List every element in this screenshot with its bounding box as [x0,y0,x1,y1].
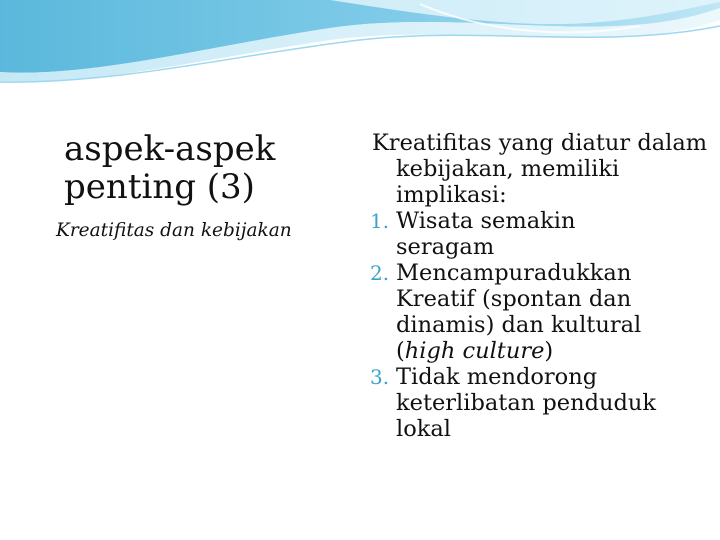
header-wave-decoration [0,0,720,90]
list-item-line: lokal [396,416,451,442]
title-line: aspek-aspek [64,129,276,169]
list-number: 2. [370,261,390,285]
list-item-line: dinamis) dan kultural [396,312,642,338]
slide-title [64,130,354,206]
list-item-line: Wisata semakin [396,208,576,234]
paren-open: ( [396,338,405,364]
implication-list [372,208,712,442]
slide-subtitle: Kreatifitas dan kebijakan [56,220,292,241]
list-item [372,364,712,442]
paren-close: ) [544,338,554,364]
content-body [372,130,712,442]
list-item-line: Mencampuradukkan [396,260,632,286]
list-item-line: keterlibatan penduduk [396,390,657,416]
list-item [372,260,712,364]
list-number: 3. [370,365,390,389]
list-item-line: seragam [396,234,495,260]
title-line: penting (3) [64,167,255,207]
list-item-line: Tidak mendorong [396,364,598,390]
list-item-line: Kreatif (spontan dan [396,286,632,312]
intro-text: Kreatifitas yang diatur dalam kebijakan, memiliki implikasi: [372,130,708,208]
list-item [372,208,712,260]
list-number: 1. [370,209,390,233]
italic-term: high culture [404,338,545,364]
